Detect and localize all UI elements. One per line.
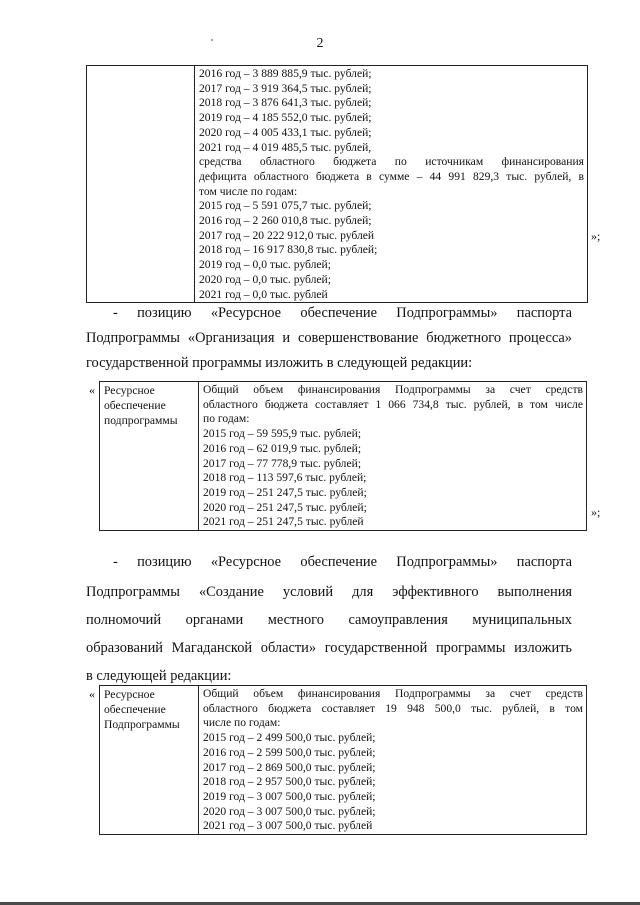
table1-line: 2021 год – 4 019 485,5 тыс. рублей,	[199, 140, 372, 154]
table1-year-line: 2016 год – 2 260 010,8 тыс. рублей;	[199, 214, 372, 228]
p2-word: обеспечение	[300, 554, 377, 570]
table1-line: 2019 год – 4 185 552,0 тыс. рублей;	[199, 111, 372, 125]
table1-line: 2017 год – 3 919 364,5 тыс. рублей;	[199, 81, 372, 95]
table3-year-line: 2016 год – 2 599 500,0 тыс. рублей;	[203, 745, 376, 759]
paragraph-2-cont	[86, 578, 572, 690]
table3-year-line: 2015 год – 2 499 500,0 тыс. рублей;	[203, 731, 376, 745]
table3-label-line: Ресурсное	[104, 688, 155, 701]
p2-word: для	[352, 584, 374, 600]
table2-year-line: 2016 год – 62 019,9 тыс. рублей;	[203, 441, 362, 455]
p2-word: Подпрограммы	[86, 584, 180, 600]
p1-word: «Ресурсное	[210, 305, 282, 321]
table3-intro-line: областного бюджета составляет 19 948 500,0 тыс. рублей, в том	[203, 701, 583, 715]
table2-intro-line: областного бюджета составляет 1 066 734,8 тыс. рублей, в том числе	[203, 397, 583, 411]
table3-year-line: 2017 год – 2 869 500,0 тыс. рублей;	[203, 760, 376, 774]
table2-year-line: 2020 год – 251 247,5 тыс. рублей;	[203, 500, 367, 514]
table3-open-quote: «	[89, 687, 95, 701]
table3-intro-line: Общий объем финансирования Подпрограммы за счет средств	[203, 687, 583, 700]
paragraph-2-line-4: образований Магаданской области» государственной программы изложить	[86, 640, 572, 656]
paragraph-1	[113, 301, 572, 326]
table1-line: 2020 год – 4 005 433,1 тыс. рублей;	[199, 125, 372, 139]
p2-word: полномочий	[86, 612, 162, 628]
table2-year-line: 2015 год – 59 595,9 тыс. рублей;	[203, 427, 362, 441]
table1-year-line: 2018 год – 16 917 830,8 тыс. рублей;	[199, 243, 378, 257]
table3-year-line: 2021 год – 3 007 500,0 тыс. рублей	[203, 819, 373, 833]
funding-table-continuation	[86, 65, 588, 303]
table1-year-line: 2017 год – 20 222 912,0 тыс. рублей	[199, 228, 375, 242]
table1-line: 2018 год – 3 876 641,3 тыс. рублей;	[199, 96, 372, 110]
p1-word: позицию	[137, 305, 192, 321]
table3-value-cell	[199, 686, 587, 835]
table3-intro-line: числе по годам:	[203, 716, 281, 730]
table2-label-line: подпрограммы	[104, 414, 178, 427]
p2-word: условий	[282, 584, 334, 600]
page-number: 2	[316, 36, 324, 51]
table2-label-cell	[100, 382, 199, 531]
scan-speck	[211, 39, 213, 41]
paragraph-2-line-2	[86, 578, 572, 606]
table3-label-line: Подпрограммы	[104, 718, 180, 731]
table1-line: 2016 год – 3 889 885,9 тыс. рублей;	[199, 67, 372, 80]
p2-word: позицию	[137, 554, 192, 570]
p2-word: «Создание	[198, 584, 264, 600]
table1-close-quote: »;	[591, 229, 601, 243]
table3-year-line: 2019 год – 3 007 500,0 тыс. рублей;	[203, 789, 376, 803]
table3-label-cell	[100, 686, 199, 835]
p1-dash: -	[113, 305, 118, 321]
paragraph-2-line-5: в следующей редакции:	[86, 668, 232, 684]
table1-deficit-line: дефицита областного бюджета в сумме – 44 991 829,3 тыс. рублей, в	[199, 169, 584, 183]
p2-word: Подпрограммы»	[396, 554, 498, 570]
table1-year-line: 2019 год – 0,0 тыс. рублей;	[199, 258, 331, 272]
table1-deficit-line: средства областного бюджета по источникам финансирования	[199, 155, 584, 169]
table2-label-line: Ресурсное	[104, 384, 155, 397]
paragraph-1-line-3: государственной программы изложить в следующей редакции:	[86, 355, 473, 371]
p2-word: муниципальных	[472, 612, 572, 628]
p1-word: обеспечение	[300, 305, 377, 321]
p2-word: эффективного	[392, 584, 479, 600]
table2-open-quote: «	[89, 383, 95, 397]
funding-table-budget-process	[99, 381, 587, 531]
table2-year-line: 2018 год – 113 597,6 тыс. рублей;	[203, 471, 367, 485]
table3-label-line: обеспечение	[104, 703, 166, 716]
paragraph-2-line-1	[113, 550, 572, 575]
table3-year-line: 2018 год – 2 957 500,0 тыс. рублей;	[203, 775, 376, 789]
paragraph-1-line-2: Подпрограммы «Организация и совершенствование бюджетного процесса»	[86, 330, 572, 346]
paragraph-1-line-1	[113, 301, 572, 326]
table2-label-line: обеспечение	[104, 399, 166, 412]
p2-word: паспорта	[516, 554, 572, 570]
table2-close-quote: »;	[591, 505, 601, 519]
p2-word: «Ресурсное	[210, 554, 282, 570]
paragraph-2	[113, 550, 572, 575]
table2-year-line: 2019 год – 251 247,5 тыс. рублей;	[203, 485, 367, 499]
table2-year-line: 2017 год – 77 778,9 тыс. рублей;	[203, 456, 362, 470]
table2-year-line: 2021 год – 251 247,5 тыс. рублей	[203, 515, 364, 529]
paragraph-1-cont	[86, 326, 572, 376]
table1-year-line: 2020 год – 0,0 тыс. рублей;	[199, 272, 331, 286]
table1-value-cell	[195, 66, 588, 303]
table1-year-line: 2015 год – 5 591 075,7 тыс. рублей;	[199, 199, 372, 213]
p2-dash: -	[113, 554, 118, 570]
p2-word: выполнения	[497, 584, 573, 600]
p2-word: органами	[185, 612, 244, 628]
table1-label-cell	[87, 66, 195, 303]
table1-year-line: 2021 год – 0,0 тыс. рублей	[199, 287, 328, 301]
table3-year-line: 2020 год – 3 007 500,0 тыс. рублей;	[203, 804, 376, 818]
table1-deficit-line: том числе по годам:	[199, 184, 298, 198]
p2-word: местного	[267, 612, 324, 628]
table2-intro-line: по годам:	[203, 412, 250, 426]
table2-intro-line: Общий объем финансирования Подпрограммы за счет средств	[203, 383, 583, 396]
p2-word: самоуправления	[348, 612, 448, 628]
p1-word: Подпрограммы»	[396, 305, 498, 321]
p1-word: паспорта	[516, 305, 572, 321]
table2-value-cell	[199, 382, 587, 531]
paragraph-2-line-3	[86, 606, 572, 634]
funding-table-municipal	[99, 685, 587, 835]
